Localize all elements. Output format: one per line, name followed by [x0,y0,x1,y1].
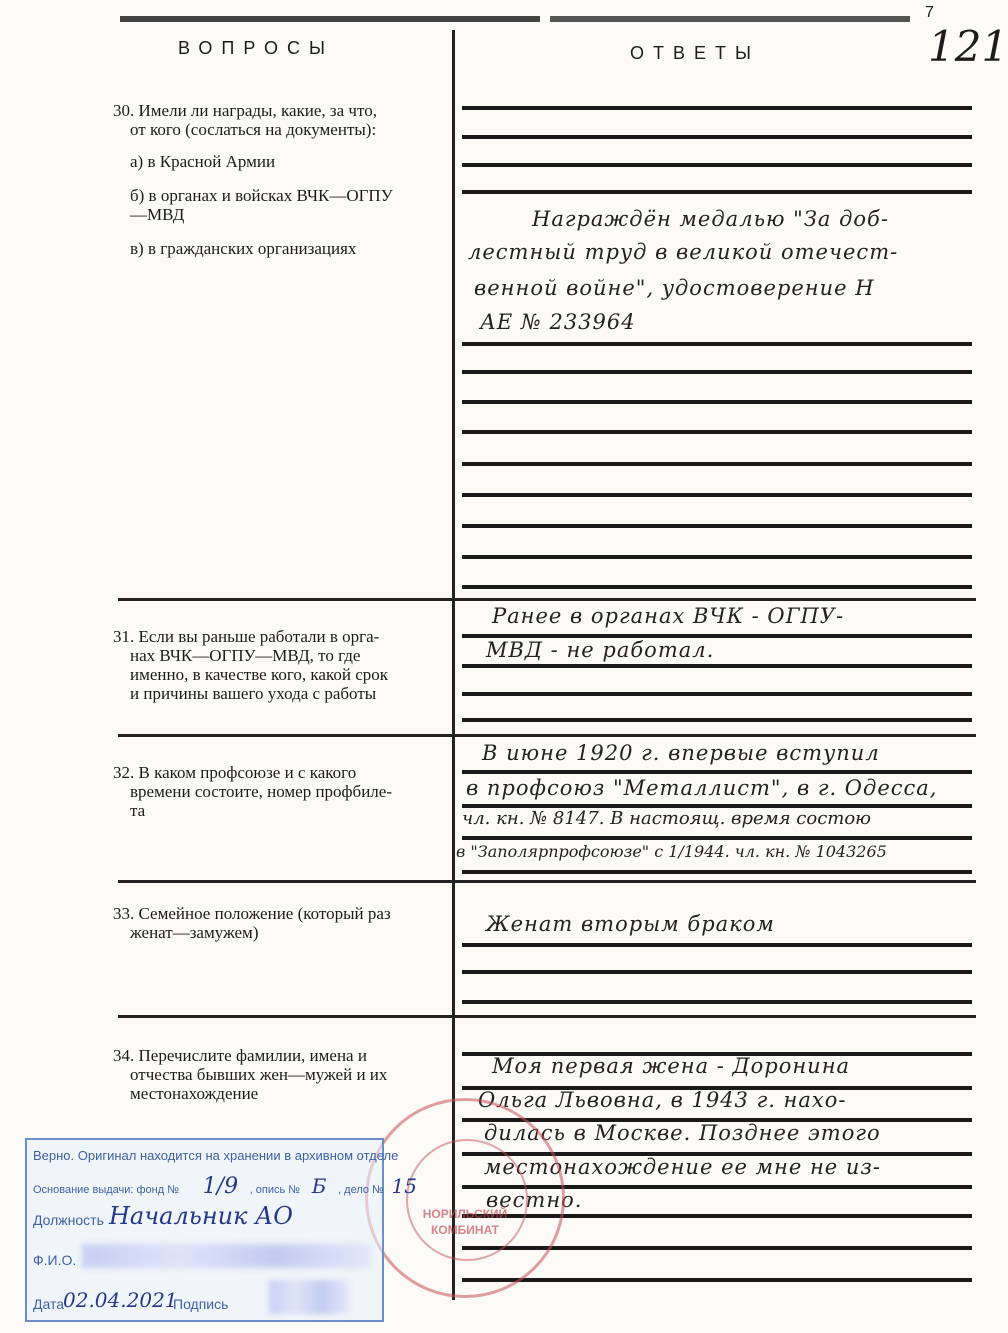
answer-line [462,524,972,528]
q31-line1: 31. Если вы раньше работали в орга- [113,627,380,646]
archive-stamp [25,1138,417,1322]
q31-line4: и причины вашего ухода с работы [130,684,377,703]
answer-line [462,836,972,840]
answer-line [462,870,972,874]
q32-answer-line2: в профсоюз "Металлист", в г. Одесса, [466,776,938,800]
answer-line [462,400,972,404]
stamp-delo-label: , дело № [338,1184,384,1196]
q30-answer-line4: АЕ № 233964 [480,310,636,334]
answer-line [462,106,972,110]
answer-line [462,692,972,696]
redacted-name [82,1244,372,1268]
q30-item-b2: —МВД [130,205,185,224]
q34-question [113,1046,449,1103]
stamp-basis-label: Основание выдачи: фонд № [33,1184,180,1196]
stamp-signature-label: Подпись [173,1296,229,1312]
answer-line [462,585,972,589]
q32-line2: времени состоите, номер профбиле- [130,782,392,801]
answer-line [462,943,972,947]
answer-line [462,555,972,559]
stamp-date-value: 02.04.2021 [63,1288,178,1312]
q32-question [113,763,449,820]
q33-answer-line1: Женат вторым браком [486,912,775,936]
q33-line1: 33. Семейное положение (который раз [113,904,391,923]
answers-header: ОТВЕТЫ [630,43,760,63]
q30-item-a: а) в Красной Армии [130,152,276,171]
answer-line [462,135,972,139]
section-divider [118,1015,976,1018]
stamp-position-label: Должность [33,1212,104,1228]
answer-line [462,190,972,194]
stamp-fond-value: 1/9 [202,1174,239,1199]
q31-answer-line1: Ранее в органах ВЧК - ОГПУ- [492,604,845,628]
sheet-number: 121 [928,22,1008,71]
q30-item-c: в) в гражданских организациях [130,239,357,258]
questions-header: ВОПРОСЫ [178,38,334,58]
answer-line [462,430,972,434]
q32-line3: та [130,801,146,820]
answer-line [462,970,972,974]
q34-line2: отчества бывших жен—мужей и их [130,1065,388,1084]
stamp-basis-row [33,1174,417,1199]
stamp-delo-value: 15 [391,1174,417,1198]
q34-answer-line5: вестно. [486,1188,583,1212]
q34-answer-line4: местонахождение ее мне не из- [484,1155,881,1179]
q30-answer-line1: Награждён медалью "За доб- [532,207,889,231]
stamp-date-label: Дата [33,1296,65,1312]
seal-text-line1: НОРИЛЬСКИЙ [422,1207,508,1221]
q30-question [113,101,449,258]
section-divider [118,598,976,601]
q34-answer-line1: Моя первая жена - Доронина [492,1054,851,1078]
q30-answer-line2: лестный труд в великой отечест- [468,240,899,264]
q30-line1: 30. Имели ли награды, какие, за что, [113,101,377,120]
q31-line2: нах ВЧК—ОГПУ—МВД, то где [130,646,361,665]
seal-inner-ring [406,1139,528,1261]
q33-question [113,904,449,942]
q30-answer-line3: венной войне", удостоверение Н [474,276,875,300]
q32-answer-line4: в "Заполярпрофсоюзе" с 1/1944. чл. кн. № 1043265 [456,842,887,861]
q34-line3: местонахождение [130,1084,259,1103]
q34-answer-line3: дилась в Москве. Позднее этого [484,1121,881,1145]
q32-answer-line1: В июне 1920 г. впервые вступил [482,741,880,765]
answer-line [462,493,972,497]
answer-line [462,370,972,374]
answer-line [462,664,972,668]
q31-line3: именно, в качестве кого, какой срок [130,665,388,684]
stamp-line1: Верно. Оригинал находится на хранении в архивном отделе [33,1148,399,1163]
stamp-opis-label: , опись № [249,1184,301,1196]
stamp-position-value: Начальник АО [109,1202,293,1230]
answer-line [462,1000,972,1004]
q33-line2: женат—замужем) [130,923,259,942]
q32-answer-line3: чл. кн. № 8147. В настоящ. время состою [462,808,872,829]
header-band-left [120,16,540,22]
q30-line2: от кого (сослаться на документы): [130,120,377,139]
q32-line1: 32. В каком профсоюзе и с какого [113,763,357,782]
seal-text-line2: КОМБИНАТ [431,1223,499,1237]
page-number: 7 [925,4,934,21]
q31-question [113,627,449,703]
q31-answer-line2: МВД - не работал. [486,638,715,662]
answer-line [462,770,972,774]
answer-line [462,163,972,167]
answer-line [462,342,972,346]
section-divider [118,734,976,737]
section-divider [118,880,976,883]
q34-answer-line2: Ольга Львовна, в 1943 г. нахо- [478,1088,847,1112]
answer-line [462,1278,972,1282]
stamp-fio-label: Ф.И.О. [33,1252,77,1268]
redacted-signature [269,1280,349,1314]
q34-line1: 34. Перечислите фамилии, имена и [113,1046,367,1065]
answer-line [462,718,972,722]
answer-line [462,462,972,466]
q30-item-b1: б) в органах и войсках ВЧК—ОГПУ [130,186,393,205]
stamp-opis-value: Б [311,1174,327,1198]
header-band-right [550,16,910,22]
